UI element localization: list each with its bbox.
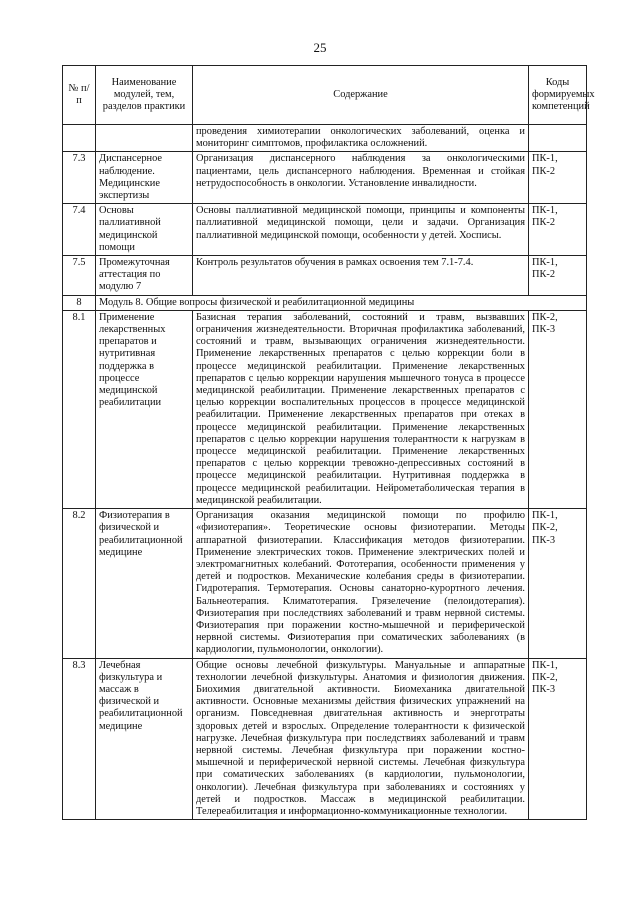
row-num bbox=[63, 125, 96, 152]
table-row bbox=[63, 256, 587, 296]
table-row bbox=[63, 152, 587, 204]
table-row bbox=[63, 125, 587, 152]
row-content: Организация диспансерного наблюдения за онкологическими пациентами, цель диспансерного наблюдения. Временная и стойкая нетрудоспособность в онкологии. Установление инвалидности. bbox=[193, 152, 529, 204]
row-name: Лечебная физкультура и массаж в физической и реабилитационной медицине bbox=[96, 658, 193, 820]
table-row bbox=[63, 310, 587, 508]
table-header-row bbox=[63, 66, 587, 125]
row-name: Диспансерное наблюдение. Медицинские экспертизы bbox=[96, 152, 193, 204]
row-codes: ПК-1, ПК-2 bbox=[529, 256, 587, 296]
row-num: 7.3 bbox=[63, 152, 96, 204]
row-codes: ПК-1, ПК-2, ПК-3 bbox=[529, 509, 587, 658]
row-name: Промежуточная аттестация по модулю 7 bbox=[96, 256, 193, 296]
row-name: Применение лекарственных препаратов и нутритивная поддержка в процессе медицинской реабилитации bbox=[96, 310, 193, 508]
row-codes: ПК-1, ПК-2 bbox=[529, 152, 587, 204]
row-name bbox=[96, 125, 193, 152]
row-codes bbox=[529, 125, 587, 152]
row-name: Основы паллиативной медицинской помощи bbox=[96, 204, 193, 256]
row-num: 8.3 bbox=[63, 658, 96, 820]
table-row bbox=[63, 509, 587, 658]
row-num: 8.2 bbox=[63, 509, 96, 658]
header-codes: Коды формируемых компетенций bbox=[529, 66, 587, 125]
header-content: Содержание bbox=[193, 66, 529, 125]
module-title: Модуль 8. Общие вопросы физической и реабилитационной медицины bbox=[96, 295, 587, 310]
row-content: проведения химиотерапии онкологических заболеваний, оценка и мониторинг симптомов, профилактика осложнений. bbox=[193, 125, 529, 152]
row-name: Физиотерапия в физической и реабилитационной медицине bbox=[96, 509, 193, 658]
row-codes: ПК-1, ПК-2 bbox=[529, 204, 587, 256]
module-header-row bbox=[63, 295, 587, 310]
table-row bbox=[63, 204, 587, 256]
row-content: Организация оказания медицинской помощи по профилю «физиотерапия». Теоретические основы физиотерапии. Методы аппаратной физиотерапии. Классификация методов физиотерапии. Применение электрических токов. Применение электрических полей и электромагнитных колебаний. Фототерапия, особенности применения у детей и подростков. Механические колебания среды в физиотерапии. Гидротерапия. Термотерапия. Основы санаторно-курортного лечения. Бальнеотерапия. Климатотерапия. Грязелечение (пелоидотерапия). Физиотерапия при последствиях заболеваний и травм нервной системы. Физиотерапия при поражении костно-мышечной и периферической нервной системы. Физиотерапия при соматических заболеваниях (в кардиологии, пульмонологии, онкологии). bbox=[193, 509, 529, 658]
row-content: Общие основы лечебной физкультуры. Мануальные и аппаратные технологии лечебной физкультуры. Анатомия и физиология движения. Биохимия двигательной активности. Биомеханика двигательной активности. Основные механизмы действия физических упражнений на организм. Повседневная двигательная активность и энерготраты здоровых детей и взрослых. Определение толерантности к физической нагрузке. Лечебная физкультура при последствиях заболеваний и травм нервной системы. Лечебная физкультура при поражении костно-мышечной и периферической нервной системы. Лечебная физкультура при соматических заболеваниях (в кардиологии, пульмонологии, онкологии). Лечебная физкультура при заболеваниях и состояниях у детей и подростков. Массаж в медицинской реабилитации. Телереабилитация и информационно-коммуникационные технологии. bbox=[193, 658, 529, 820]
row-num: 7.4 bbox=[63, 204, 96, 256]
row-content: Базисная терапия заболеваний, состояний и травм, вызвавших ограничения жизнедеятельности. Вторичная профилактика заболеваний, состояний и травм, вызывающих ограничения жизнедеятельности. Применение лекарственных препаратов с целью коррекции боли в процессе медицинской реабилитации. Применение лекарственных препаратов с целью коррекции нарушения мышечного тонуса в процессе медицинской реабилитации. Применение лекарственных препаратов с целью коррекции воспалительных процессов в процессе медицинской реабилитации. Применение лекарственных препаратов при отеках в процессе медицинской реабилитации. Применение лекарственных препаратов с целью коррекции нарушения толерантности к нагрузкам в процессе медицинской реабилитации. Применение лекарственных препаратов с целью коррекции тревожно-депрессивных состояний в процессе медицинской реабилитации. Нутритивная поддержка в процессе медицинской реабилитации. Нейрометаболическая терапия в медицинской реабилитации. bbox=[193, 310, 529, 508]
module-num: 8 bbox=[63, 295, 96, 310]
row-codes: ПК-1, ПК-2, ПК-3 bbox=[529, 658, 587, 820]
header-name: Наименование модулей, тем, разделов практики bbox=[96, 66, 193, 125]
row-codes: ПК-2, ПК-3 bbox=[529, 310, 587, 508]
row-content: Основы паллиативной медицинской помощи, принципы и компоненты паллиативной медицинской помощи, цели и задачи. Организация паллиативной медицинской помощи, особенности у детей. Хосписы. bbox=[193, 204, 529, 256]
row-content: Контроль результатов обучения в рамках освоения тем 7.1-7.4. bbox=[193, 256, 529, 296]
page-number: 25 bbox=[313, 40, 327, 55]
row-num: 8.1 bbox=[63, 310, 96, 508]
header-num: № п/п bbox=[63, 66, 96, 125]
curriculum-table bbox=[62, 65, 595, 820]
table-row bbox=[63, 658, 587, 820]
row-num: 7.5 bbox=[63, 256, 96, 296]
